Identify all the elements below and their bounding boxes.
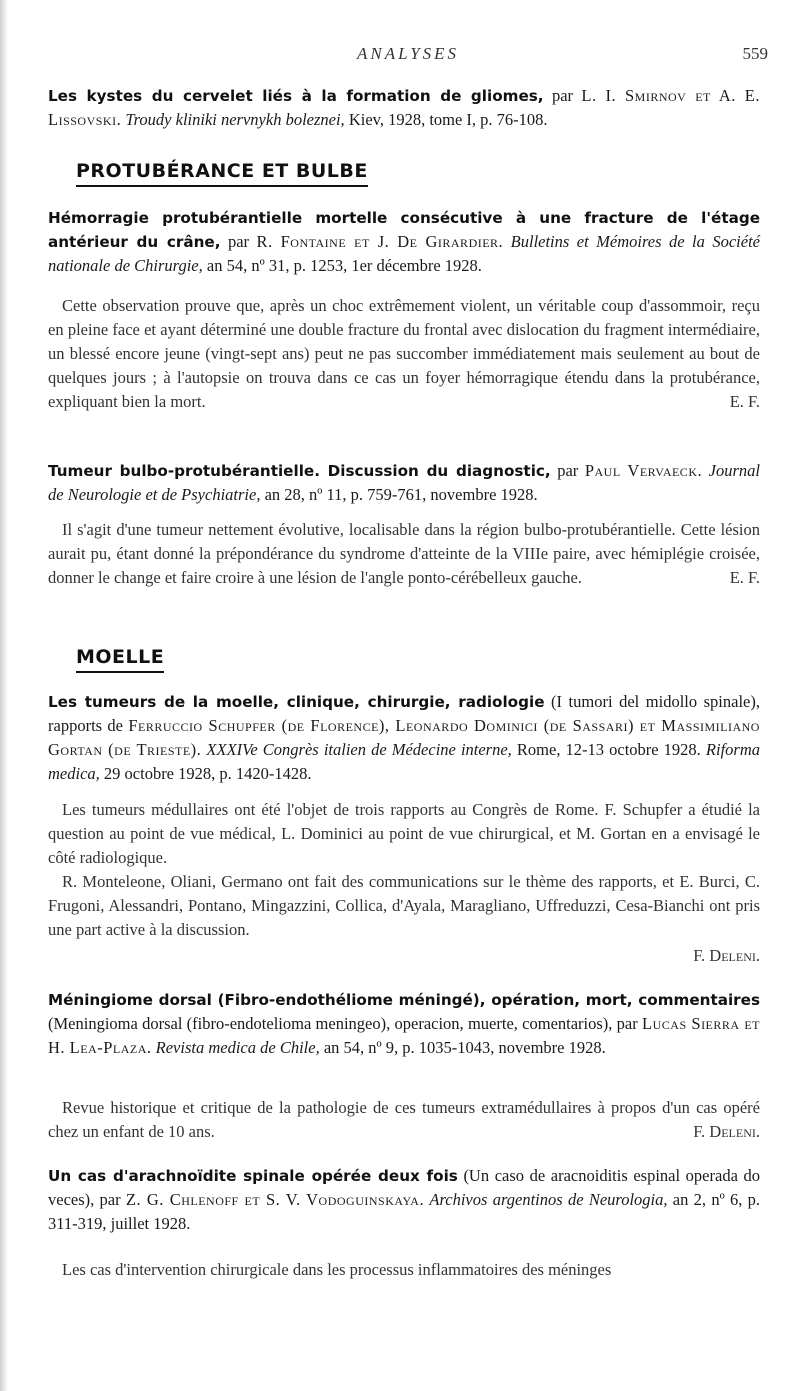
entry-authors: R. Fontaine et J. De Girardier. (256, 232, 504, 251)
section-heading-moelle: MOELLE (76, 646, 164, 673)
running-title: ANALYSES (356, 44, 460, 63)
entry-journal: XXXIVe Congrès italien de Médecine interne, (206, 740, 512, 759)
entry-tumeur-bulbo-protuberantielle: Tumeur bulbo-protubérantielle. Discussion du diagnostic, par Paul Vervaeck. Journal de Neurologie et de Psychiatrie, an 28, nº 11, p. 759-761, novembre 1928. (48, 461, 760, 504)
entry-reference: Kiev, 1928, tome I, p. 76-108. (344, 110, 548, 129)
running-header (48, 44, 768, 70)
reviewer-signature: E. F. (729, 392, 760, 411)
abstract-paragraph: Revue historique et critique de la pathologie de ces tumeurs extramédullaires à propos d'un cas opéré chez un enfant de 10 ans. F. Deleni. (48, 1096, 760, 1144)
entry-title: Les tumeurs de la moelle, clinique, chirurgie, radiologie (48, 693, 545, 711)
entry-reference: an 28, nº 11, p. 759-761, novembre 1928. (260, 485, 538, 504)
entry-reference-2: 29 octobre 1928, p. 1420-1428. (99, 764, 312, 783)
entry-authors: L. I. Smirnov et A. E. Lissovski. (48, 86, 760, 129)
entry-tumeurs-moelle: Les tumeurs de la moelle, clinique, chirurgie, radiologie (I tumori del midollo spinale), rapports de Ferruccio Schupfer (de Florence), Leonardo Dominici (de Sassari) et Massimiliano Gortan (de Trieste). XXXIVe Congrès italien de Médecine interne, Rome, 12-13 octobre 1928. Riforma medica, 29 octobre 1928, p. 1420-1428. (48, 692, 760, 783)
entry-authors: Paul Vervaeck. (584, 461, 703, 480)
abstract-paragraph-2: R. Monteleone, Oliani, Germano ont fait des communications sur le thème des rapports, et E. Burci, C. Frugoni, Alessandri, Pontano, Mingazzini, Collica, d'Ayala, Maragliano, Uffreduzzi, Cesa-Bianchi ont pris une part active à la discussion. (48, 872, 760, 939)
entry-journal: Revista medica de Chile, (155, 1038, 320, 1057)
entry-journal-2: Riforma medica, (48, 740, 760, 783)
entry-kystes-cervelet: Les kystes du cervelet liés à la formation de gliomes, par L. I. Smirnov et A. E. Lissovski. Troudy kliniki nervnykh boleznei, Kiev, 1928, tome I, p. 76-108. (48, 86, 760, 129)
entry-meningiome-dorsal: Méningiome dorsal (Fibro-endothéliome méningé), opération, mort, commentaires (Meningioma dorsal (fibro-endotelioma meningeo), operacion, muerte, comentarios), par Lucas Sierra et H. Lea-Plaza. Revista medica de Chile, an 54, nº 9, p. 1035-1043, novembre 1928. (48, 991, 760, 1057)
entry-title: Tumeur bulbo-protubérantielle. Discussion du diagnostic, (48, 462, 551, 480)
reviewer-signature: F. Deleni. (693, 1122, 760, 1141)
entry-title: Les kystes du cervelet liés à la formation de gliomes, (48, 87, 544, 105)
entry-journal: Bulletins et Mémoires de la Société nationale de Chirurgie, (48, 232, 760, 275)
abstract-paragraph: Les tumeurs médullaires ont été l'objet de trois rapports au Congrès de Rome. F. Schupfer a étudié la question au point de vue médical, L. Dominici au point de vue chirurgical, et M. Gortan en a envisagé le côté radiologique. (48, 800, 760, 867)
reviewer-signature: F. Deleni. (693, 946, 760, 965)
page-number: 559 (742, 44, 768, 63)
entry-authors: Z. G. Chlenoff et S. V. Vodoguinskaya. (125, 1190, 425, 1209)
entry-journal: Troudy kliniki nervnykh boleznei, (125, 110, 345, 129)
entry-journal: Journal de Neurologie et de Psychiatrie, (48, 461, 760, 504)
entry-journal: Archivos argentinos de Neurologia, (429, 1190, 668, 1209)
entry-title: Un cas d'arachnoïdite spinale opérée deux fois (48, 1167, 458, 1185)
entry-reference: an 54, nº 9, p. 1035-1043, novembre 1928. (319, 1038, 606, 1057)
abstract-paragraph: Cette observation prouve que, après un choc extrêmement violent, un véritable coup d'assommoir, reçu en pleine face et ayant déterminé une double fracture du frontal avec dislocation du fragment intermédiaire, un blessé encore jeune (vingt-sept ans) peut ne pas succomber immédiatement mais seulement au bout de quelques jours ; à l'autopsie on trouva dans ce cas un foyer hémorragique étendu dans la protubérance, expliquant bien la mort. E. F. (48, 294, 760, 414)
entry-arachnoidite-spinale: Un cas d'arachnoïdite spinale opérée deux fois (Un caso de aracnoiditis espinal operada do veces), par Z. G. Chlenoff et S. V. Vodoguinskaya. Archivos argentinos de Neurologia, an 2, nº 6, p. 311-319, juillet 1928. (48, 1166, 760, 1233)
entry-authors: Ferruccio Schupfer (de Florence), Leonardo Dominici (de Sassari) et Massimiliano Gortan (de Trieste). (48, 716, 760, 759)
abstract-paragraph: Les cas d'intervention chirurgicale dans les processus inflammatoires des méninges (62, 1260, 612, 1279)
section-heading-protuberance: PROTUBÉRANCE ET BULBE (76, 160, 368, 187)
entry-reference: an 54, nº 31, p. 1253, 1er décembre 1928. (202, 256, 482, 275)
scan-edge-shadow (0, 0, 8, 1391)
entry-title: Hémorragie protubérantielle mortelle consécutive à une fracture de l'étage antérieur du crâne, (48, 209, 760, 251)
entry-reference: an 2, nº 6, p. 311-319, juillet 1928. (48, 1190, 760, 1233)
abstract-paragraph: Il s'agit d'une tumeur nettement évolutive, localisable dans la région bulbo-protubérantielle. Cette lésion aurait pu, étant donné la prépondérance du syndrome d'atteinte de la VIIIe paire, avec hémiplégie croisée, donner le change et faire croire à une lésion de l'angle ponto-cérébelleux gauche. E. F. (48, 518, 760, 590)
reviewer-signature: E. F. (729, 568, 760, 587)
entry-authors: Lucas Sierra et H. Lea-Plaza. (48, 1014, 760, 1057)
entry-hemorragie-protuberantielle: Hémorragie protubérantielle mortelle consécutive à une fracture de l'étage antérieur du crâne, par R. Fontaine et J. De Girardier. Bulletins et Mémoires de la Société nationale de Chirurgie, an 54, nº 31, p. 1253, 1er décembre 1928. (48, 209, 760, 275)
entry-reference: Rome, 12-13 octobre 1928. (511, 740, 701, 759)
entry-title: Méningiome dorsal (Fibro-endothéliome méningé), opération, mort, commentaires (48, 991, 760, 1009)
